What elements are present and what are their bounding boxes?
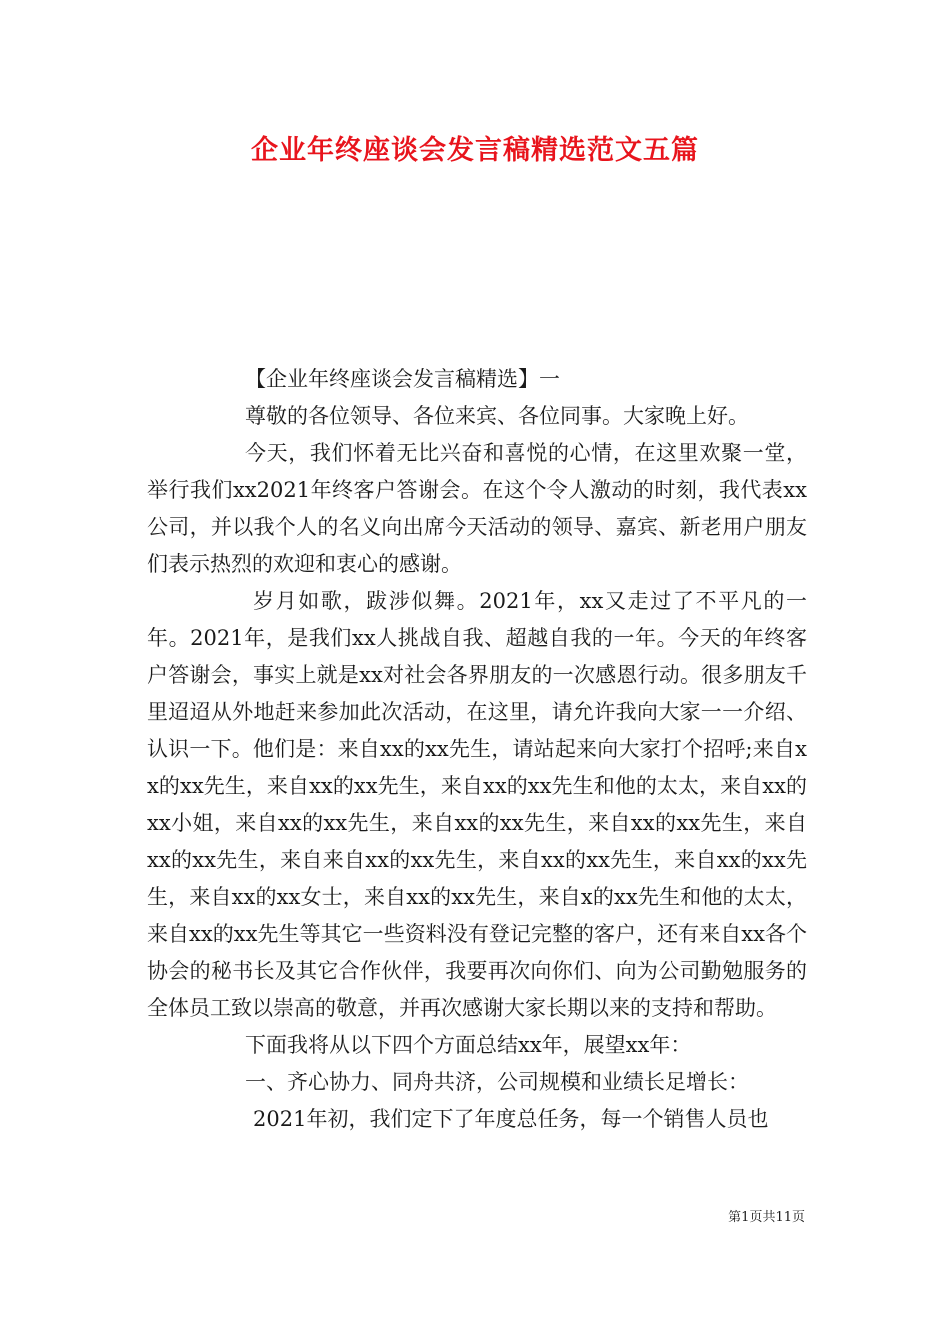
outline-paragraph: 下面我将从以下四个方面总结xx年，展望xx年： xyxy=(245,1033,692,1057)
opening-paragraph: 今天，我们怀着无比兴奋和喜悦的心情，在这里欢聚一堂，举行我们xx2021年终客户答谢会。在这个令人激动的时刻，我代表xx公司，并以我个人的名义向出席今天活动的领导、嘉宾、新老用户朋友们表示热烈的欢迎和衷心的感谢。 xyxy=(147,441,807,576)
document-body xyxy=(147,361,807,1138)
document-title: 企业年终座谈会发言稿精选范文五篇 xyxy=(251,135,699,166)
point-one-heading: 一、齐心协力、同舟共济，公司规模和业绩长足增长： xyxy=(245,1070,749,1094)
review-paragraph: 岁月如歌，跋涉似舞。2021年，xx又走过了不平凡的一年。2021年，是我们xx人挑战自我、超越自我的一年。今天的年终客户答谢会，事实上就是xx对社会各界朋友的一次感恩行动。很多朋友千里迢迢从外地赶来参加此次活动，在这里，请允许我向大家一一介绍、认识一下。他们是：来自xx的xx先生，请站起来向大家打个招呼;来自xx的xx先生，来自xx的xx先生，来自xx的xx先生和他的太太，来自xx的xx小姐，来自xx的xx先生，来自xx的xx先生，来自xx的xx先生，来自xx的xx先生，来自来自xx的xx先生，来自xx的xx先生，来自xx的xx先生，来自xx的xx女士，来自xx的xx先生，来自x的xx先生和他的太太，来自xx的xx先生等其它一些资料没有登记完整的客户，还有来自xx各个协会的秘书长及其它合作伙伴，我要再次向你们、向为公司勤勉服务的全体员工致以崇高的敬意，并再次感谢大家长期以来的支持和帮助。 xyxy=(147,589,807,1020)
page-number: 第1页共11页 xyxy=(728,1210,805,1225)
section-heading: 【企业年终座谈会发言稿精选】一 xyxy=(245,367,560,391)
greeting-paragraph: 尊敬的各位领导、各位来宾、各位同事。大家晚上好。 xyxy=(245,404,749,428)
point-one-paragraph: 2021年初，我们定下了年度总任务，每一个销售人员也 xyxy=(253,1107,769,1131)
